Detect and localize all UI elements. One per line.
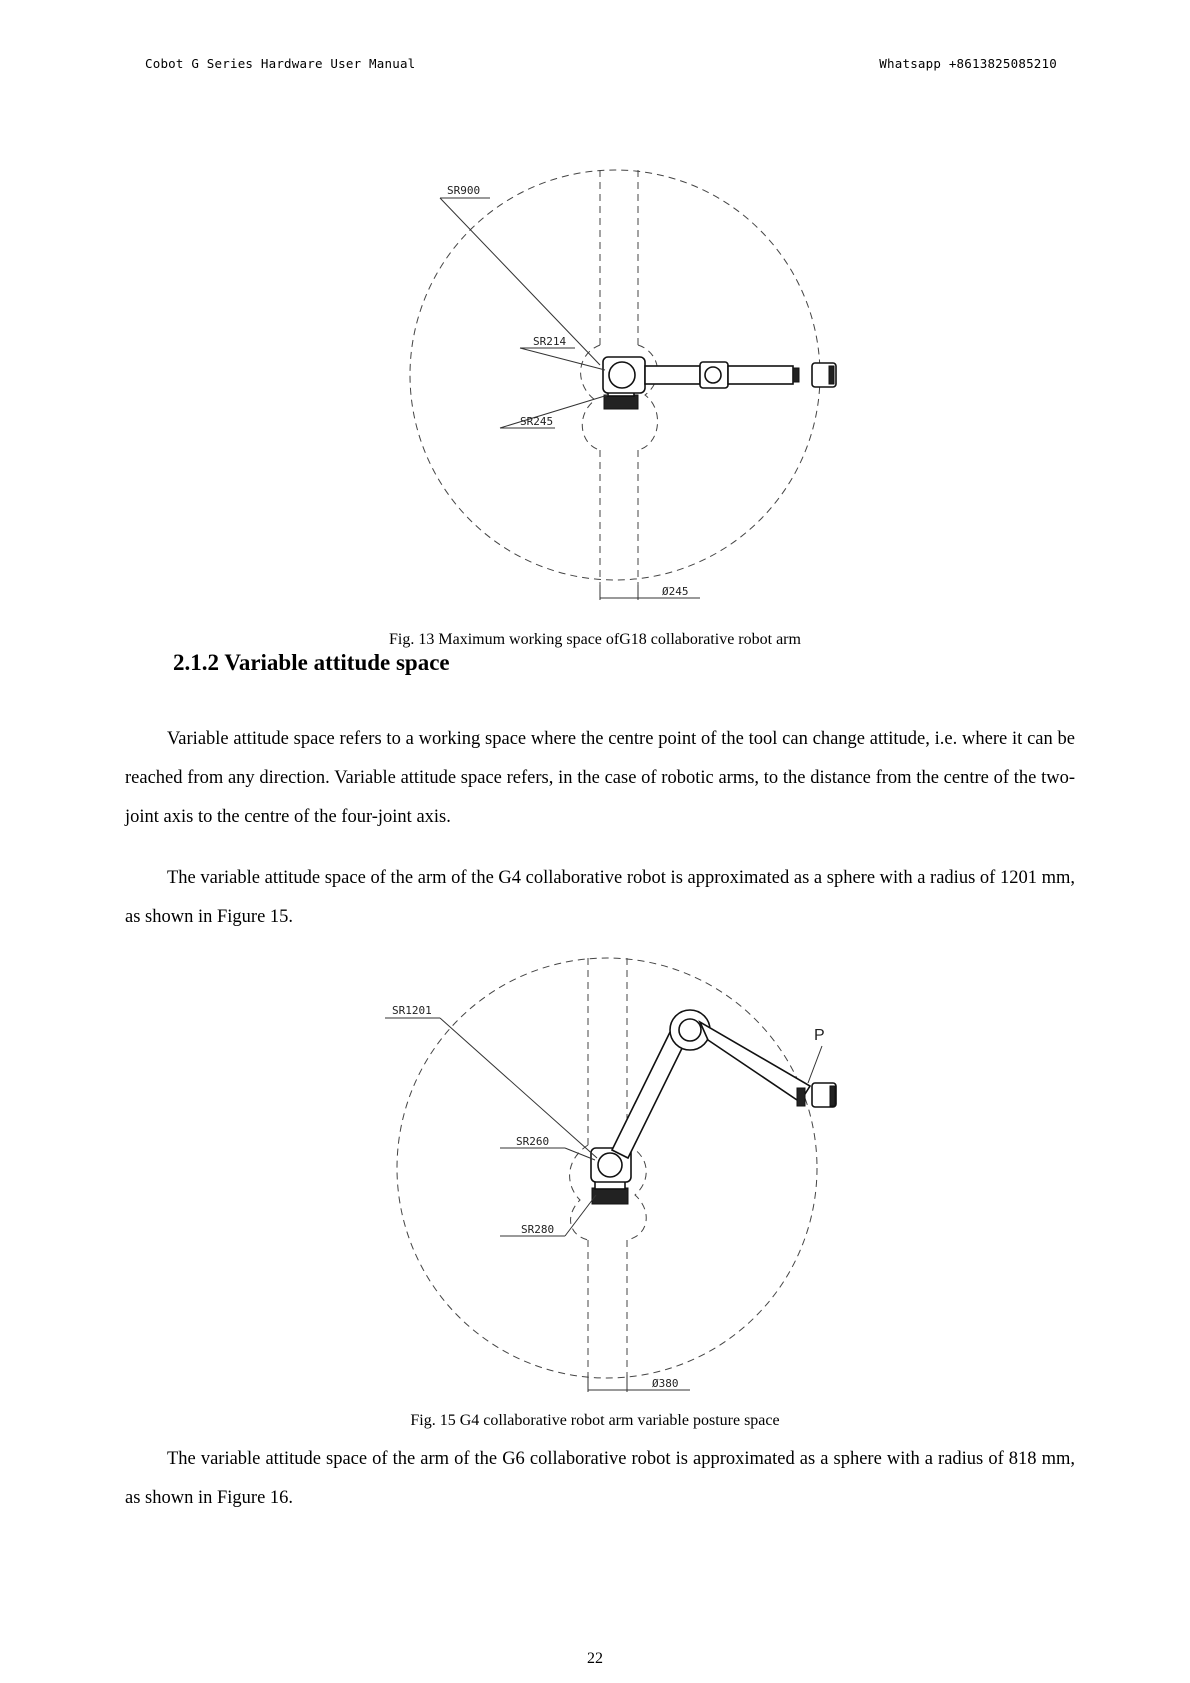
diameter-380-label: Ø380	[652, 1377, 679, 1390]
figure-13-diagram	[380, 160, 840, 610]
page-number: 22	[587, 1650, 603, 1667]
figure-15-diagram	[370, 950, 840, 1405]
figure-15-caption: Fig. 15 G4 collaborative robot arm variable posture space	[410, 1412, 780, 1429]
paragraph-variable-attitude: Variable attitude space refers to a working space where the centre point of the tool can change attitude, i.e. where it can be reached from any direction. Variable attitude space refers, in the case of robotic arms, to the distance from the centre of the two-joint axis to the centre of the four-joint axis.	[125, 729, 1075, 827]
point-p-label: P	[814, 1027, 825, 1044]
sr280-label: SR280	[521, 1223, 555, 1236]
section-heading: 2.1.2 Variable attitude space	[173, 650, 450, 675]
diameter-245-label: Ø245	[662, 585, 689, 598]
paragraph-g4-space: The variable attitude space of the arm of the G4 collaborative robot is approximated as a sphere with a radius of 1201 mm, as shown in Figure 15.	[125, 868, 1075, 927]
sr900-label: SR900	[447, 184, 481, 197]
robot-base	[592, 1188, 628, 1204]
forearm	[700, 1022, 810, 1102]
sr1201-label: SR1201	[392, 1004, 432, 1017]
header-title: Cobot G Series Hardware User Manual	[145, 56, 416, 71]
sr245-label: SR245	[520, 415, 554, 428]
sr214-label: SR214	[533, 335, 567, 348]
header-contact: Whatsapp +8613825085210	[879, 56, 1057, 71]
robot-base	[604, 395, 638, 409]
sr260-label: SR260	[516, 1135, 550, 1148]
paragraph-g6-space: The variable attitude space of the arm of the G6 collaborative robot is approximated as a sphere with a radius of 818 mm, as shown in Figure 16.	[125, 1449, 1075, 1508]
upper-arm	[645, 366, 700, 384]
forearm	[728, 366, 793, 384]
figure-13-caption: Fig. 13 Maximum working space ofG18 collaborative robot arm	[389, 631, 801, 648]
